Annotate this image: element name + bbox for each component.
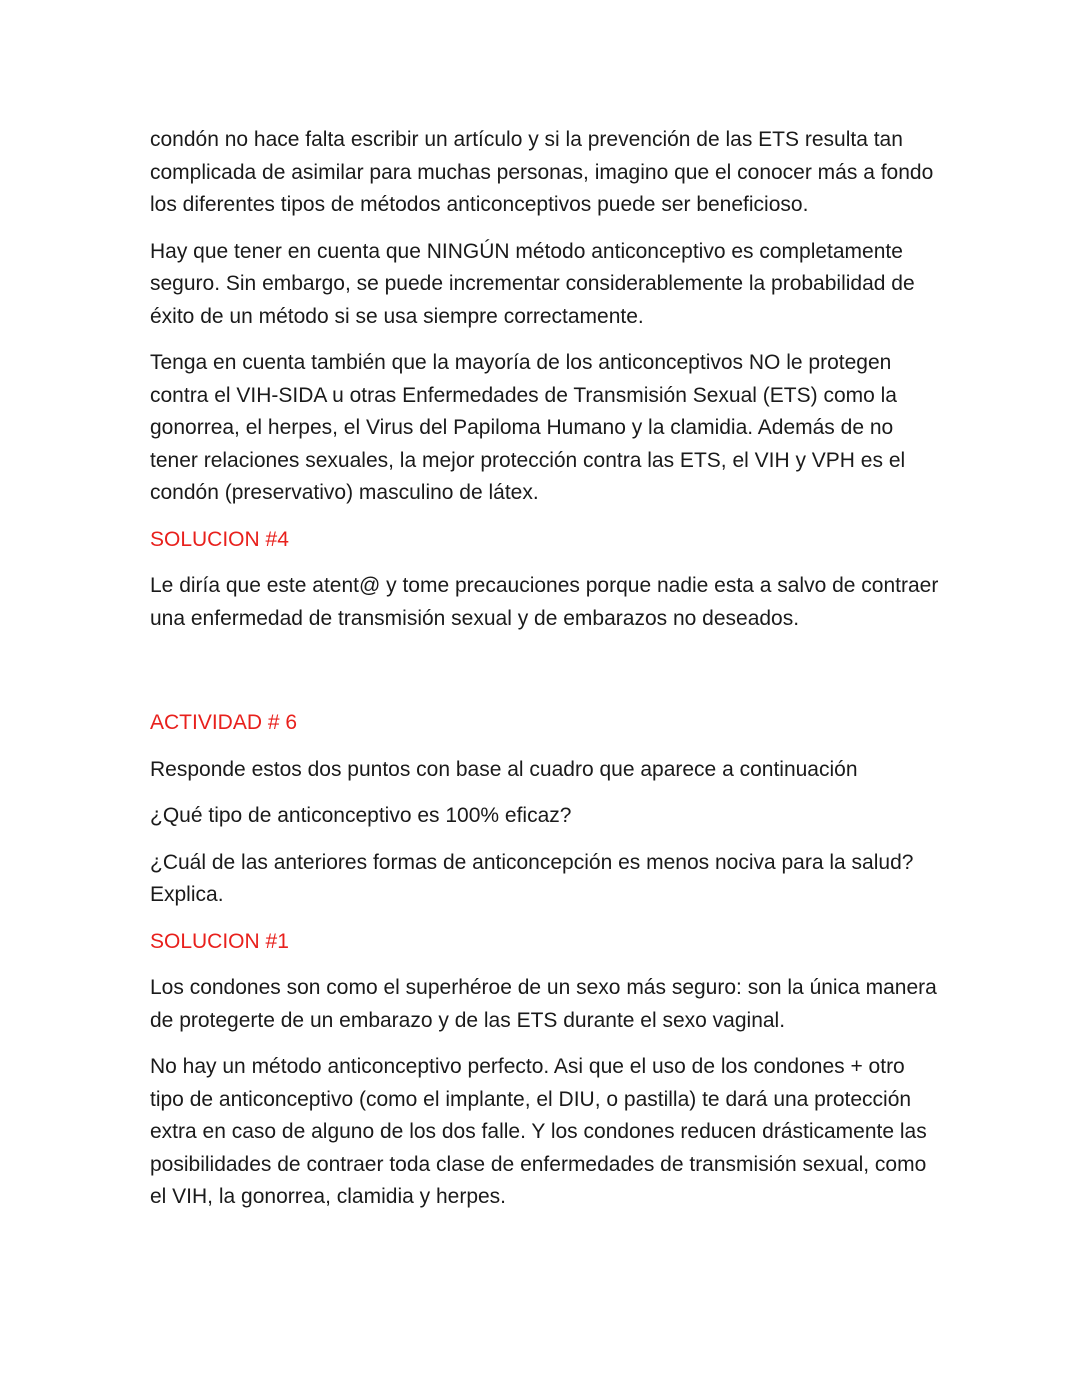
spacer [150,649,940,707]
paragraph-vih-ets: Tenga en cuenta también que la mayoría de los anticonceptivos NO le protegen contra el VIH-SIDA u otras Enfermedades de Transmisión Sexual (ETS) como la gonorrea, el herpes, el Virus del Papiloma Humano y la clamidia. Además de no tener relaciones sexuales, la mejor protección contra las ETS, el VIH y VPH es el condón (preservativo) masculino de látex. [150,351,906,504]
paragraph-condones-superheroe: Los condones son como el superhéroe de un sexo más seguro: son la única manera de protegerte de un embarazo y de las ETS durante el sexo vaginal. [150,976,937,1032]
heading-solucion-4: SOLUCION #4 [150,527,289,551]
heading-solucion-1: SOLUCION #1 [150,929,289,953]
paragraph-metodo-perfecto: No hay un método anticonceptivo perfecto. Asi que el uso de los condones + otro tipo de anticonceptivo (como el implante, el DIU, o pastilla) te dará una protección extra en caso de alguno de los dos falle. Y los condones reducen drásticamente las posibilidades de contraer toda clase de enfermedades de transmisión sexual, como el VIH, la gonorrea, clamidia y herpes. [150,1055,927,1208]
paragraph-solucion-4: Le diría que este atent@ y tome precauciones porque nadie esta a salvo de contraer una enfermedad de transmisión sexual y de embarazos no deseados. [150,574,939,630]
paragraph-instrucciones: Responde estos dos puntos con base al cuadro que aparece a continuación [150,757,858,781]
paragraph-condon-intro: condón no hace falta escribir un artículo y si la prevención de las ETS resulta tan complicada de asimilar para muchas personas, imagino que el conocer más a fondo los diferentes tipos de métodos anticonceptivos puede ser beneficioso. [150,128,934,216]
question-2: ¿Cuál de las anteriores formas de anticoncepción es menos nociva para la salud? Explica. [150,850,914,906]
paragraph-ningun-metodo: Hay que tener en cuenta que NINGÚN método anticonceptivo es completamente seguro. Sin embargo, se puede incrementar considerablemente la probabilidad de éxito de un método si se usa siempre correctamente. [150,239,915,328]
heading-actividad-6: ACTIVIDAD # 6 [150,711,298,734]
document-page [150,124,940,1228]
question-1: ¿Qué tipo de anticonceptivo es 100% eficaz? [150,804,572,827]
